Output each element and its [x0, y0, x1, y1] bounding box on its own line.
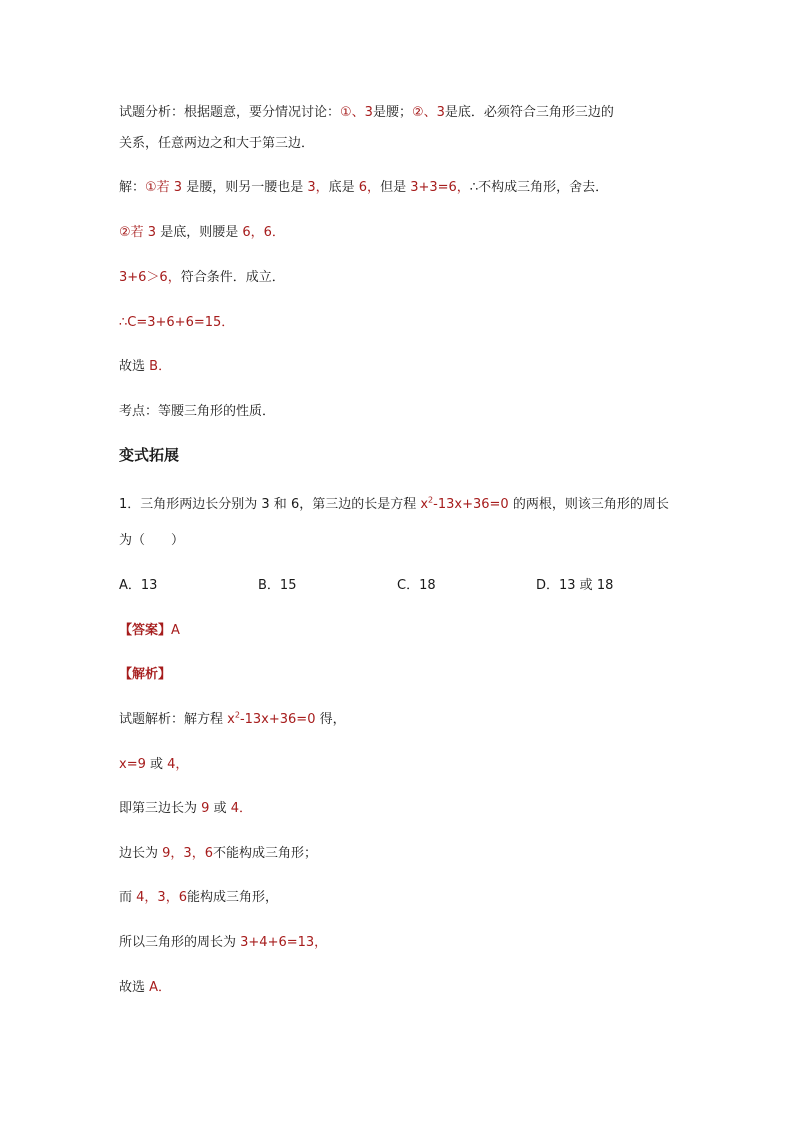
explanation-choice: A．	[145, 980, 172, 995]
explanation-line-2	[119, 756, 188, 774]
answer-value: A	[171, 623, 180, 638]
question-text: 1．三角形两边长分别为 3 和 6，第三边的长是方程	[119, 497, 417, 512]
explanation-number: 4，3，6	[132, 890, 187, 905]
equation-exponent: 2	[234, 710, 240, 720]
explanation-text: 所以三角形的周长为	[119, 935, 237, 950]
section-title: 变式拓展	[119, 446, 180, 464]
solution-number: 3，	[303, 180, 329, 195]
explanation-line-6	[119, 934, 327, 952]
explanation-text: 不能构成三角形；	[212, 846, 317, 861]
solution-text: ②若	[119, 225, 144, 240]
solution-text: 符合条件．成立．	[180, 270, 285, 285]
explanation-number: 4，	[163, 757, 189, 772]
analysis-text: 试题分析：根据题意，要分情况讨论：	[119, 105, 341, 120]
question-line-2: 为（ ）	[119, 533, 185, 548]
equation-part: x	[223, 712, 235, 727]
equation-part: -13x+36=0	[433, 497, 513, 512]
case-2-marker: ②、3	[411, 105, 445, 120]
question-equation	[416, 497, 513, 512]
option-c: C．18	[397, 578, 436, 593]
explanation-text: 试题解析：解方程	[119, 712, 224, 727]
solution-text: 解：	[119, 180, 146, 195]
solution-number: 6，	[354, 180, 381, 195]
solution-text: 故选	[119, 359, 146, 374]
explanation-text: 而	[119, 890, 133, 905]
explanation-line-4	[119, 845, 317, 863]
explanation-text: 能构成三角形，	[186, 890, 278, 905]
explanation-text: 或	[150, 757, 164, 772]
case-1-marker: ①、3	[340, 105, 373, 120]
solution-text: 是腰，则另一腰也是	[186, 180, 304, 195]
solution-number: 3	[169, 180, 187, 195]
option-b: B．15	[258, 578, 297, 593]
solution-line-1	[119, 179, 608, 197]
explanation-text: 或	[213, 801, 227, 816]
explanation-line-7	[119, 979, 171, 997]
solution-line-5	[119, 358, 171, 376]
answer-label: 【答案】	[119, 623, 172, 638]
question-text: 的两根，则该三角形的周长	[512, 497, 669, 512]
solution-line-2	[119, 224, 285, 242]
explanation-text: 即第三边长为	[119, 801, 198, 816]
analysis-text: 是底．必须符合三角形三边的	[444, 105, 614, 120]
explanation-equation: x=9	[119, 757, 150, 772]
solution-text: 但是	[380, 180, 407, 195]
explanation-line-5	[119, 889, 278, 907]
solution-line-6: 考点：等腰三角形的性质．	[119, 404, 276, 419]
solution-line-3	[119, 269, 285, 287]
solution-equation: 3+3=6，	[406, 180, 470, 195]
question-line-1	[119, 496, 669, 514]
option-a: A．13	[119, 578, 158, 593]
explanation-text: 得，	[319, 712, 346, 727]
explanation-label: 【解析】	[119, 667, 172, 682]
analysis-text: 是腰；	[372, 105, 412, 120]
explanation-text: 故选	[119, 980, 146, 995]
solution-text: ①若	[145, 180, 170, 195]
solution-line-4: ∴C=3+6+6=15．	[119, 315, 235, 330]
explanation-number: 9	[197, 801, 214, 816]
analysis-line-1	[119, 104, 614, 122]
explanation-text: 边长为	[119, 846, 159, 861]
answer-line	[119, 622, 180, 640]
options-row	[119, 577, 613, 595]
equation-exponent: 2	[428, 495, 434, 505]
solution-text: ∴不构成三角形，舍去．	[469, 180, 609, 195]
solution-choice: B．	[145, 359, 172, 374]
explanation-equation: 3+4+6=13，	[236, 935, 328, 950]
option-d: D．13 或 18	[536, 578, 614, 593]
analysis-line-2: 关系，任意两边之和大于第三边．	[119, 136, 315, 151]
explanation-number: 9，3，6	[158, 846, 213, 861]
equation-part: x	[416, 497, 429, 512]
solution-number: 6，6．	[238, 225, 285, 240]
solution-number: 3	[143, 225, 161, 240]
explanation-line-1	[119, 711, 346, 729]
solution-equation: 3+6＞6，	[119, 270, 181, 285]
explanation-number: 4．	[226, 801, 252, 816]
explanation-equation	[223, 712, 320, 727]
solution-text: 是底，则腰是	[160, 225, 239, 240]
solution-text: 底是	[328, 180, 355, 195]
explanation-line-3	[119, 800, 252, 818]
equation-part: -13x+36=0	[239, 712, 320, 727]
